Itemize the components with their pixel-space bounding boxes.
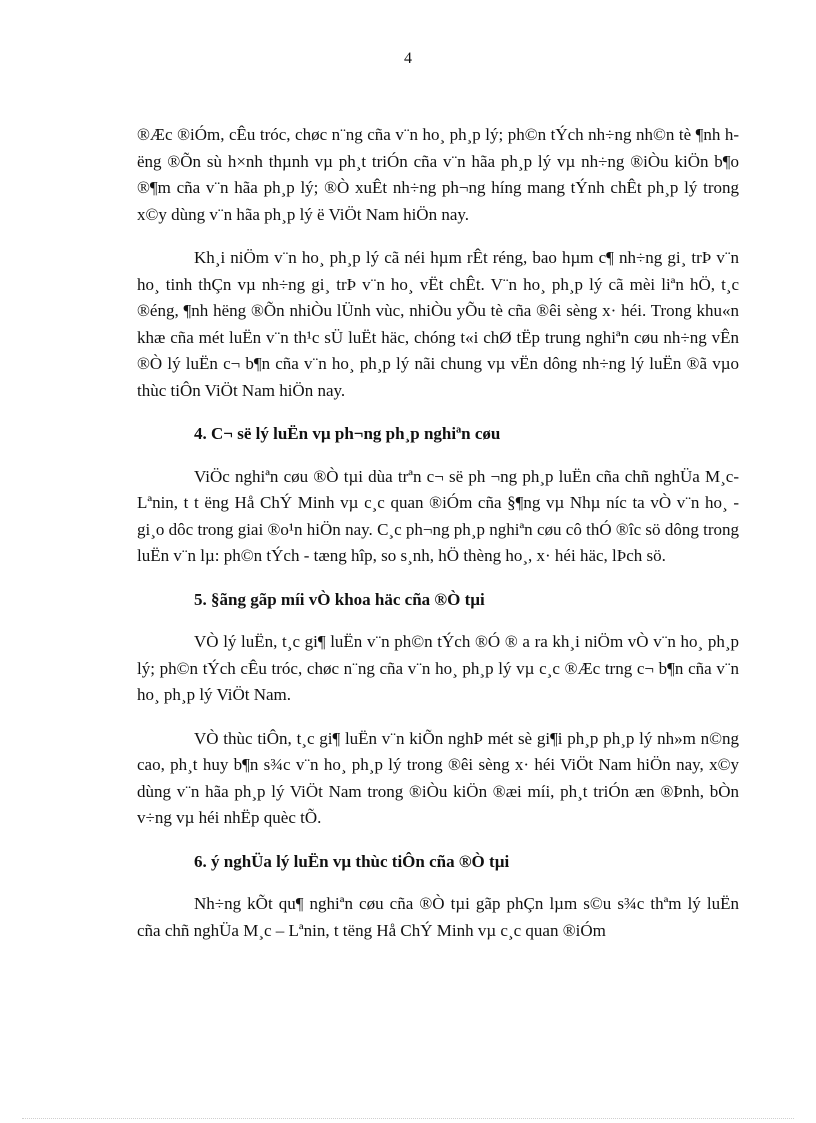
heading-section-4: 4. C¬ së lý luËn vµ ph¬ng ph¸p nghiªn cøu [194,424,501,443]
paragraph-scope: Kh¸i niÖm v¨n ho¸ ph¸p lý cã néi hµm rÊt réng, bao hµm c¶ nh÷ng gi¸ trÞ v¨n ho¸ tinh thÇn vµ nh÷ng gi¸ trÞ v¨n ho¸ vËt chÊt. V¨n ho¸ ph¸p lý cã mèi liªn hÖ, t¸c ®éng, ¶nh hëng ®Õn nhiÒu lÜnh vùc, nhiÒu yÕu tè cña ®êi sèng x· héi. Trong khu«n khæ cña mét luËn v¨n th¹c sÜ luËt häc, chóng t«i chØ tËp trung nghiªn cøu nh÷ng vÊn ®Ò lý luËn c¬ b¶n cña v¨n ho¸ ph¸p lý nãi chung vµ vËn dông nh÷ng lý luËn ®ã vµo thùc tiÔn ViÖt Nam hiÖn nay. [137,248,739,400]
document-body [137,122,739,944]
heading-section-6: 6. ý nghÜa lý luËn vµ thùc tiÔn cña ®Ò tµi [194,851,510,871]
heading-section-5: 5. §ãng gãp míi vÒ khoa häc cña ®Ò tµi [194,589,485,609]
page-number: 4 [404,50,412,67]
paragraph-objectives: ®Æc ®iÓm, cÊu tróc, chøc n¨ng cña v¨n ho¸ ph¸p lý; ph©n tÝch nh÷ng nh©n tè ¶nh hëng ®Õn sù h×nh thµnh vµ ph¸t triÓn cña v¨n hãa ph¸p lý vµ nh÷ng ®iÒu kiÖn b¶o ®¶m cña v¨n hãa ph¸p lý; ®Ò xuÊt nh÷ng ph¬ng híng mang tÝnh chÊt ph¸p lý trong x©y dùng v¨n hãa ph¸p lý ë ViÖt Nam hiÖn nay. [137,125,739,224]
page-bottom-divider [22,1118,794,1119]
paragraph-practice-contribution: VÒ thùc tiÔn, t¸c gi¶ luËn v¨n kiÕn nghÞ mét sè gi¶i ph¸p ph¸p lý nh»m n©ng cao, ph¸t huy b¶n s¾c v¨n ho¸ ph¸p lý trong ®êi sèng x· héi ViÖt Nam hiÖn nay, x©y dùng v¨n hãa ph¸p lý ViÖt Nam trong ®iÒu kiÖn ®æi míi, ph¸t triÓn æn ®Þnh, bÒn v÷ng vµ héi nhËp quèc tÕ. [137,728,739,827]
paragraph-theory-contribution: VÒ lý luËn, t¸c gi¶ luËn v¨n ph©n tÝch ®Ó ® a ra kh¸i niÖm vÒ v¨n ho¸ ph¸p lý; ph©n tÝch cÊu tróc, chøc n¨ng cña v¨n ho¸ ph¸p lý vµ c¸c ®Æc trng c¬ b¶n cña v¨n ho¸ ph¸p lý ViÖt Nam. [137,632,739,704]
paragraph-significance: Nh÷ng kÕt qu¶ nghiªn cøu cña ®Ò tµi gãp phÇn lµm s©u s¾c thªm lý luËn cña chñ nghÜa M¸c – Lªnin, t tëng Hå ChÝ Minh vµ c¸c quan ®iÓm [137,894,739,940]
paragraph-methodology: ViÖc nghiªn cøu ®Ò tµi dùa trªn c¬ së ph ¬ng ph¸p luËn cña chñ nghÜa M¸c- Lªnin, t t ëng Hå ChÝ Minh vµ c¸c quan ®iÓm cña §¶ng vµ Nhµ níc ta vÒ v¨n ho¸ - gi¸o dôc trong giai ®o¹n hiÖn nay. C¸c ph¬ng ph¸p nghiªn cøu cô thÓ ®îc sö dông trong luËn v¨n lµ: ph©n tÝch - tæng hîp, so s¸nh, hÖ thèng ho¸, x· héi häc, lÞch sö. [137,466,739,565]
